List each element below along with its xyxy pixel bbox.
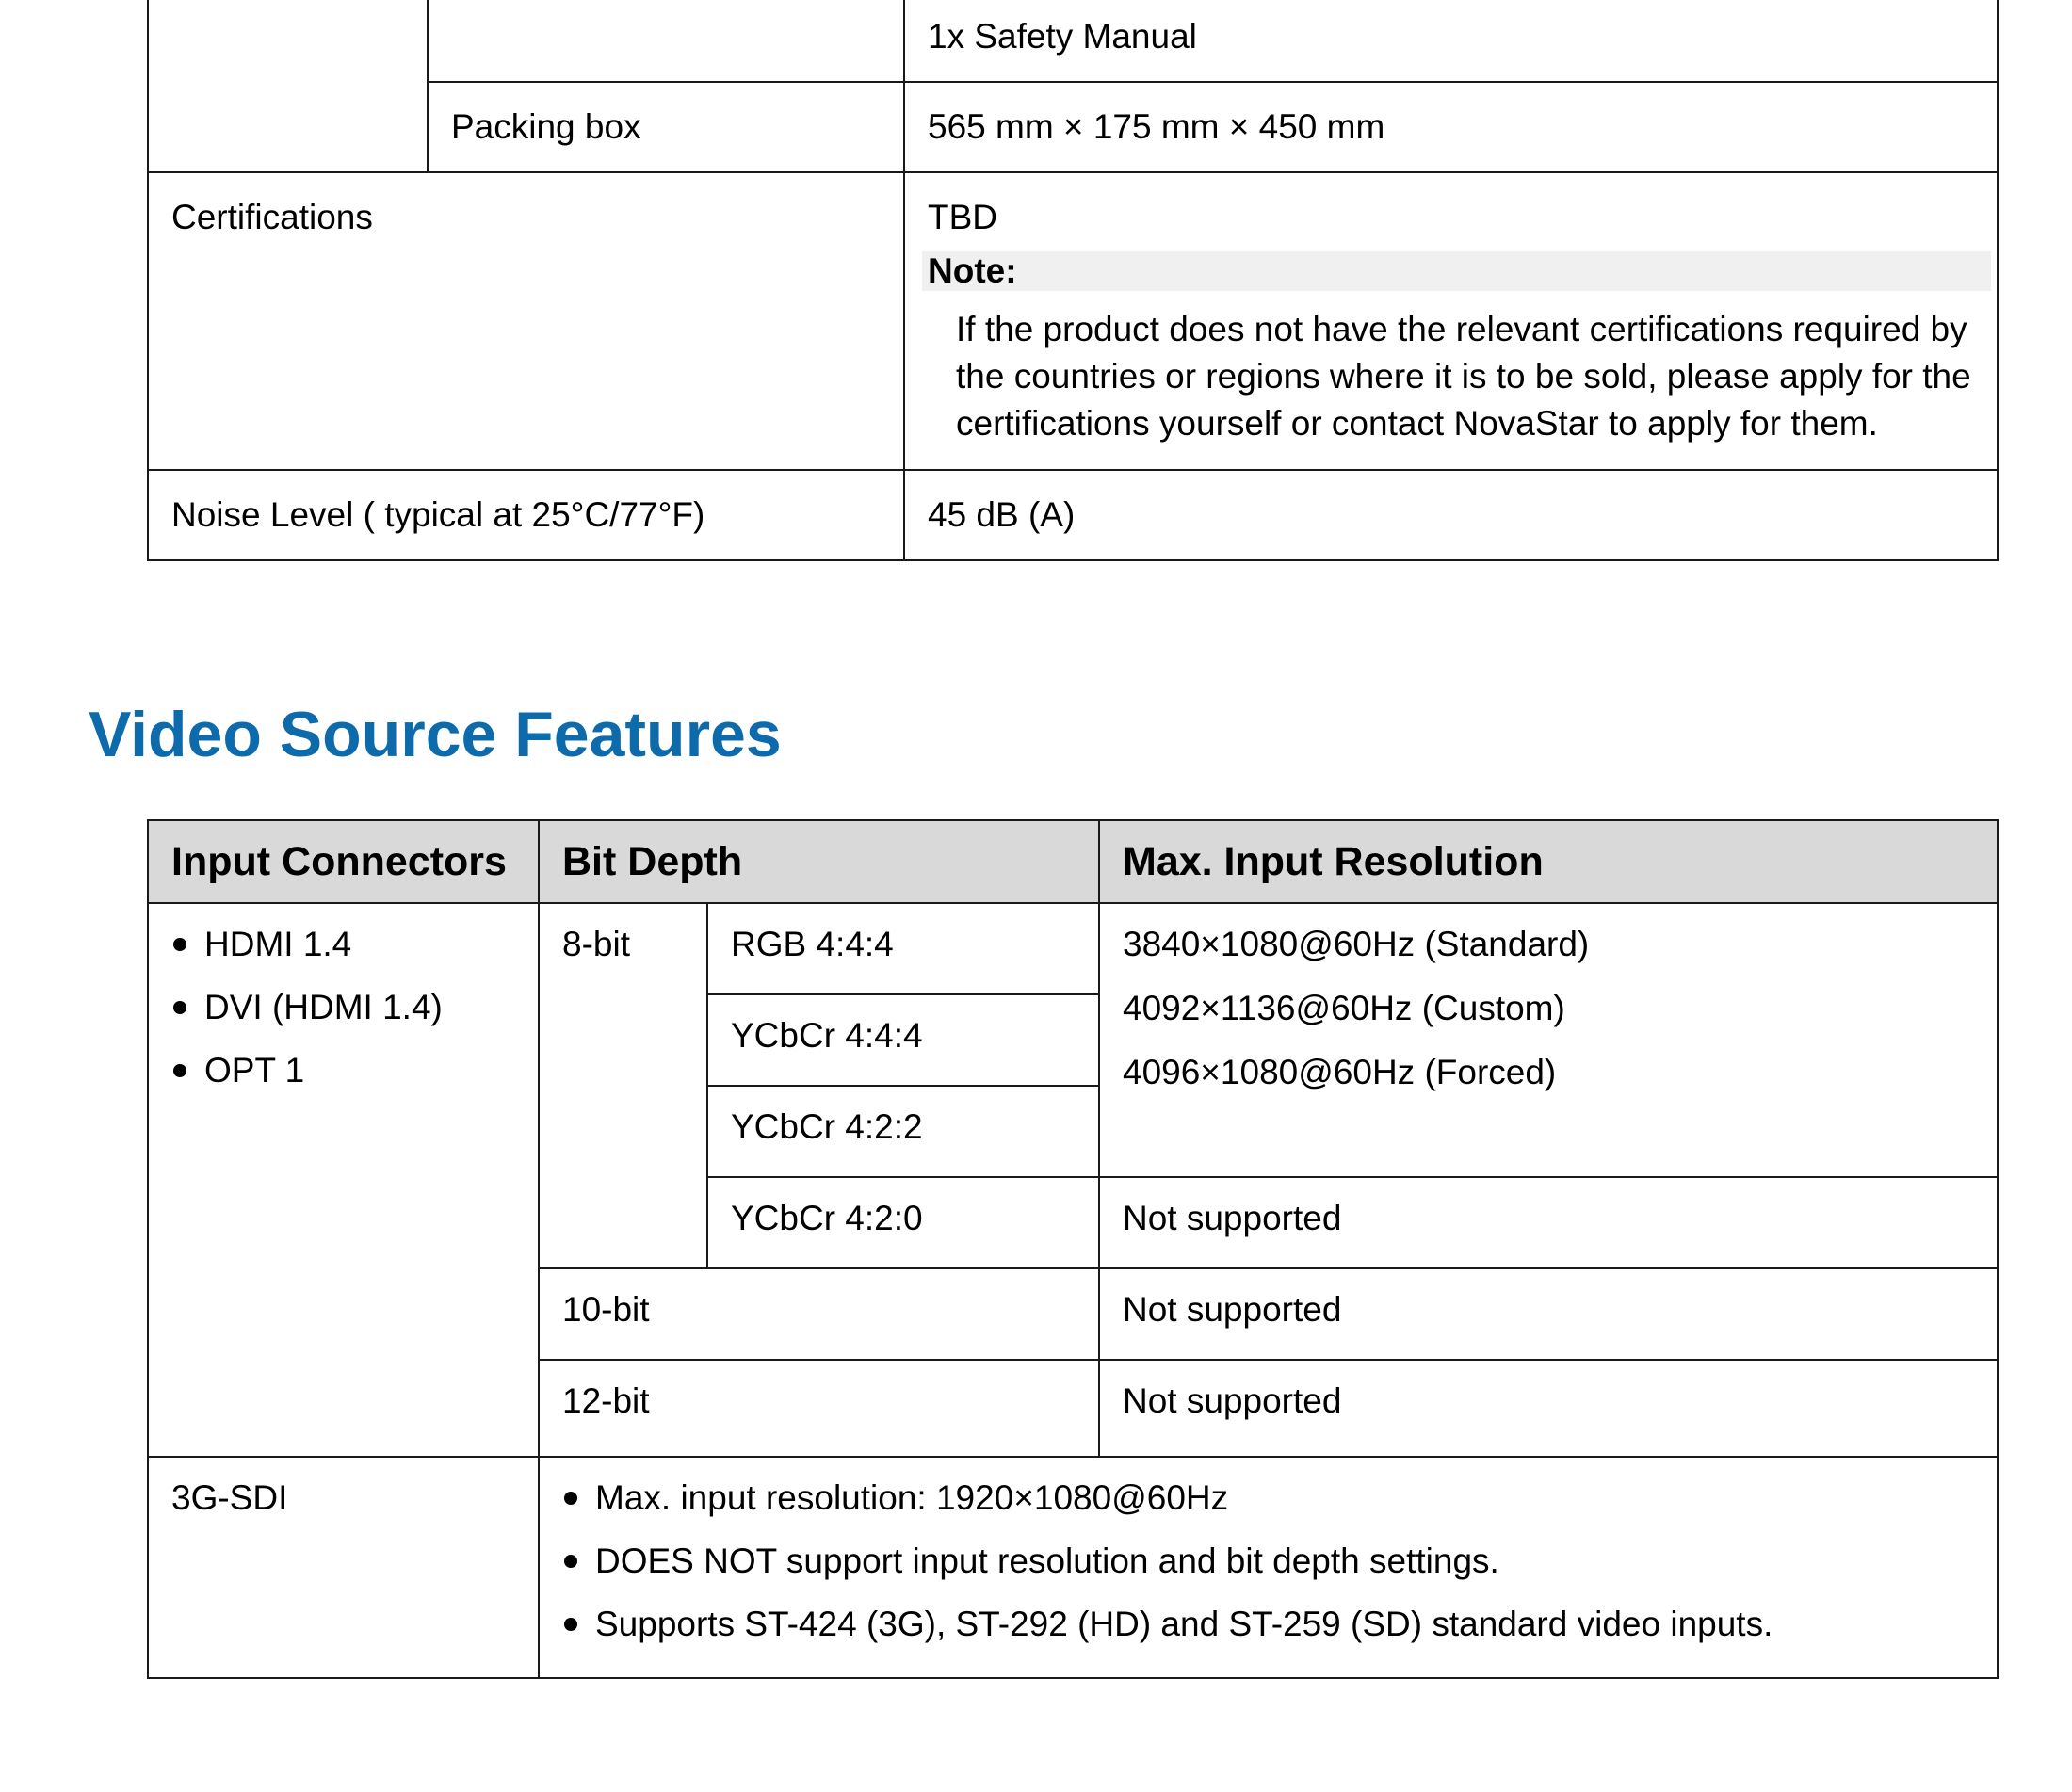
connectors-cell (148, 903, 539, 1457)
safety-manual-value: 1x Safety Manual (904, 0, 1998, 82)
color-space-rgb444: RGB 4:4:4 (707, 903, 1099, 994)
bit-depth-10: 10-bit (539, 1268, 1099, 1360)
sdi-features-cell (539, 1457, 1998, 1678)
header-max-input-resolution: Max. Input Resolution (1099, 820, 1998, 903)
resolution-standard: 3840×1080@60Hz (Standard) (1123, 925, 1590, 963)
certifications-label: Certifications (148, 172, 904, 470)
sdi-feature-list (562, 1477, 1974, 1645)
bit-depth-12: 12-bit (539, 1360, 1099, 1457)
table-row (148, 0, 1998, 82)
resolution-forced: 4096×1080@60Hz (Forced) (1123, 1053, 1557, 1091)
list-item: Max. input resolution: 1920×1080@60Hz (562, 1477, 1974, 1519)
note-text: If the product does not have the relevant certifications required by the countries or regions where it is to be sold, please apply for the certifications yourself or contact NovaStar to apply for them. (956, 310, 1971, 443)
connector-list (171, 923, 515, 1091)
packing-box-label: Packing box (428, 82, 904, 172)
table-row (148, 172, 1998, 470)
resolution-custom: 4092×1136@60Hz (Custom) (1123, 989, 1565, 1027)
certifications-cell (904, 172, 1998, 470)
table-row (148, 1457, 1998, 1678)
note-label: Note: (922, 251, 1991, 291)
bit-10-support: Not supported (1099, 1268, 1998, 1360)
packing-box-value: 565 mm × 175 mm × 450 mm (904, 82, 1998, 172)
noise-level-label: Noise Level ( typical at 25°C/77°F) (148, 470, 904, 560)
color-space-ycbcr422: YCbCr 4:2:2 (707, 1086, 1099, 1177)
video-source-table (147, 819, 1999, 1679)
header-bit-depth: Bit Depth (539, 820, 1099, 903)
table-row (148, 470, 1998, 560)
table-cell-empty (428, 0, 904, 82)
color-space-ycbcr420: YCbCr 4:2:0 (707, 1177, 1099, 1268)
list-item: HDMI 1.4 (171, 923, 515, 965)
resolutions-cell (1099, 903, 1998, 1177)
header-input-connectors: Input Connectors (148, 820, 539, 903)
section-heading: Video Source Features (89, 699, 782, 770)
color-space-ycbcr444: YCbCr 4:4:4 (707, 994, 1099, 1086)
noise-level-value: 45 dB (A) (904, 470, 1998, 560)
certifications-value: TBD (928, 198, 997, 236)
bit-12-support: Not supported (1099, 1360, 1998, 1457)
table-cell-empty (148, 0, 428, 172)
ycbcr420-support: Not supported (1099, 1177, 1998, 1268)
list-item: DOES NOT support input resolution and bit depth settings. (562, 1540, 1974, 1582)
table-row (148, 903, 1998, 994)
table-header-row (148, 820, 1998, 903)
list-item: Supports ST-424 (3G), ST-292 (HD) and ST-259 (SD) standard video inputs. (562, 1603, 1974, 1645)
specifications-table (147, 0, 1999, 561)
bit-depth-8: 8-bit (539, 903, 707, 1268)
sdi-label: 3G-SDI (148, 1457, 539, 1678)
list-item: OPT 1 (171, 1049, 515, 1091)
list-item: DVI (HDMI 1.4) (171, 986, 515, 1028)
